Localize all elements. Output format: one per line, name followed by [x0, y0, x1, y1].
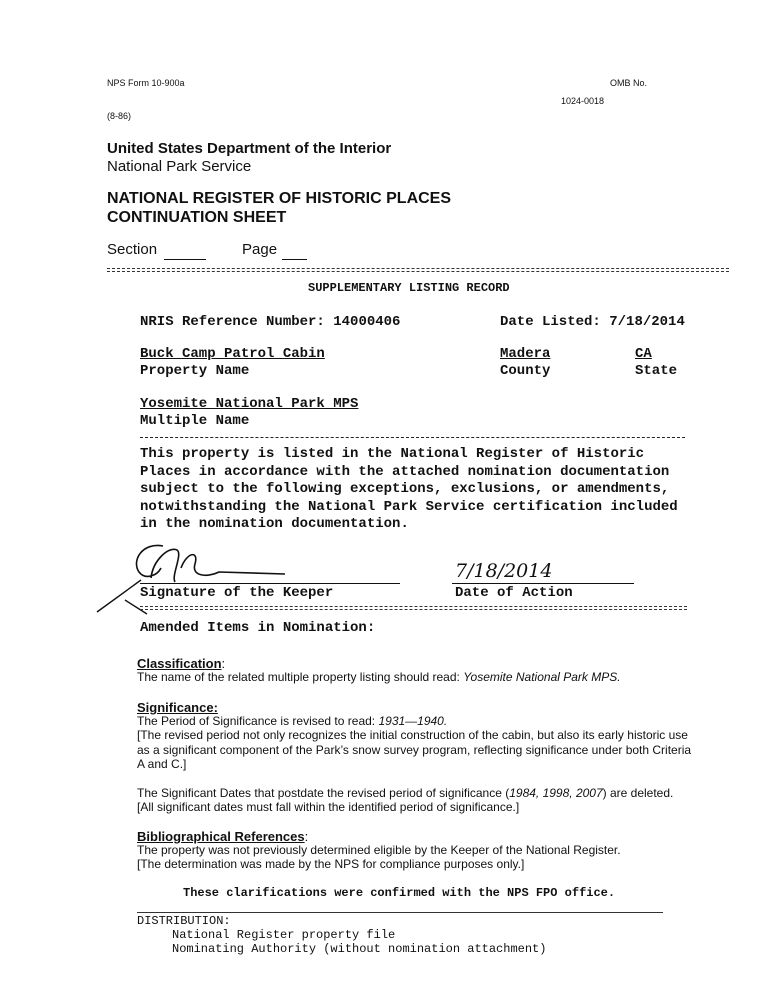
department-name: United States Department of the Interior — [107, 140, 392, 157]
dates-text-after: ) are deleted. — [602, 786, 674, 800]
date-listed-value: 7/18/2014 — [609, 314, 685, 330]
property-name: Buck Camp Patrol Cabin — [140, 346, 325, 362]
double-rule-2-bottom — [140, 609, 687, 610]
double-rule-2-top — [140, 606, 687, 607]
distribution-item: National Register property file — [172, 928, 396, 942]
date-listed-label: Date Listed: — [500, 314, 601, 330]
amended-items-label: Amended Items in Nomination: — [140, 620, 376, 636]
classification-heading: Classification: — [137, 656, 226, 671]
biblio-heading: Bibliographical References: — [137, 829, 309, 844]
distribution-rule — [137, 912, 663, 913]
section-label: Section — [107, 241, 158, 258]
section-field — [164, 259, 206, 260]
record-heading: SUPPLEMENTARY LISTING RECORD — [308, 281, 510, 295]
form-number: NPS Form 10-900a — [107, 78, 185, 88]
signature-label: Signature of the Keeper — [140, 585, 334, 601]
multiple-name-label: Multiple Name — [140, 413, 250, 429]
county-value: Madera — [500, 346, 551, 362]
service-name: National Park Service — [107, 158, 252, 175]
double-rule-top — [107, 268, 729, 269]
significant-dates-text — [137, 786, 673, 800]
significance-text-body: The Period of Significance is revised to read: — [137, 714, 379, 728]
significance-period: 1931—1940. — [378, 714, 448, 728]
county-label: County — [500, 363, 551, 379]
confirmation-note: These clarifications were confirmed with the NPS FPO office. — [183, 886, 616, 900]
classification-text-body: The name of the related multiple property listing should read: — [137, 670, 464, 684]
biblio-heading-text: Bibliographical References — [137, 829, 305, 844]
state-value: CA — [635, 346, 652, 362]
form-date: (8-86) — [107, 111, 132, 121]
dates-text-before: The Significant Dates that postdate the revised period of significance ( — [137, 786, 510, 800]
distribution-label: DISTRIBUTION: — [137, 914, 231, 928]
form-title-line1: NATIONAL REGISTER OF HISTORIC PLACES — [107, 190, 452, 207]
significance-heading: Significance: — [137, 700, 218, 715]
dashed-divider — [140, 437, 685, 438]
date-of-action-label: Date of Action — [455, 585, 573, 601]
omb-number: 1024-0018 — [561, 96, 605, 106]
date-line — [452, 583, 634, 584]
nris-number: 14000406 — [333, 314, 401, 330]
biblio-text: The property was not previously determined eligible by the Keeper of the National Register. — [137, 843, 621, 857]
form-title-line2: CONTINUATION SHEET — [107, 209, 287, 226]
distribution-item: Nominating Authority (without nomination attachment) — [172, 942, 547, 956]
dates-note: [All significant dates must fall within the identified period of significance.] — [137, 800, 520, 814]
listing-statement: This property is listed in the National Register of Historic Places in accordance with the attached nomination documentation subject to the following exceptions, exclusions, or amendments, notwithstanding the National Park Service certification included in the nomination documentation. — [140, 446, 678, 532]
nris-label: NRIS Reference Number: — [140, 314, 325, 330]
multiple-name: Yosemite National Park MPS — [140, 396, 359, 412]
page-field — [282, 259, 307, 260]
property-name-label: Property Name — [140, 363, 250, 379]
biblio-note: [The determination was made by the NPS for compliance purposes only.] — [137, 857, 525, 871]
classification-heading-text: Classification — [137, 656, 222, 671]
nris-line — [140, 314, 400, 330]
classification-text — [137, 670, 621, 684]
double-rule-bottom — [107, 271, 729, 272]
date-listed-line — [500, 314, 685, 330]
significance-text — [137, 714, 447, 728]
page-label: Page — [242, 241, 278, 258]
dates-values: 1984, 1998, 2007 — [509, 786, 603, 800]
classification-value: Yosemite National Park MPS. — [463, 670, 621, 684]
date-of-action-handwritten: 7/18/2014 — [455, 560, 553, 582]
omb-label: OMB No. — [610, 78, 648, 88]
signature-line — [140, 583, 400, 584]
state-label: State — [635, 363, 678, 379]
significance-note: [The revised period not only recognizes the initial construction of the cabin, but also its early historic use as a significant component of the Park’s snow survey program, reflecting significance under both Criteria A and C.] — [137, 728, 692, 771]
